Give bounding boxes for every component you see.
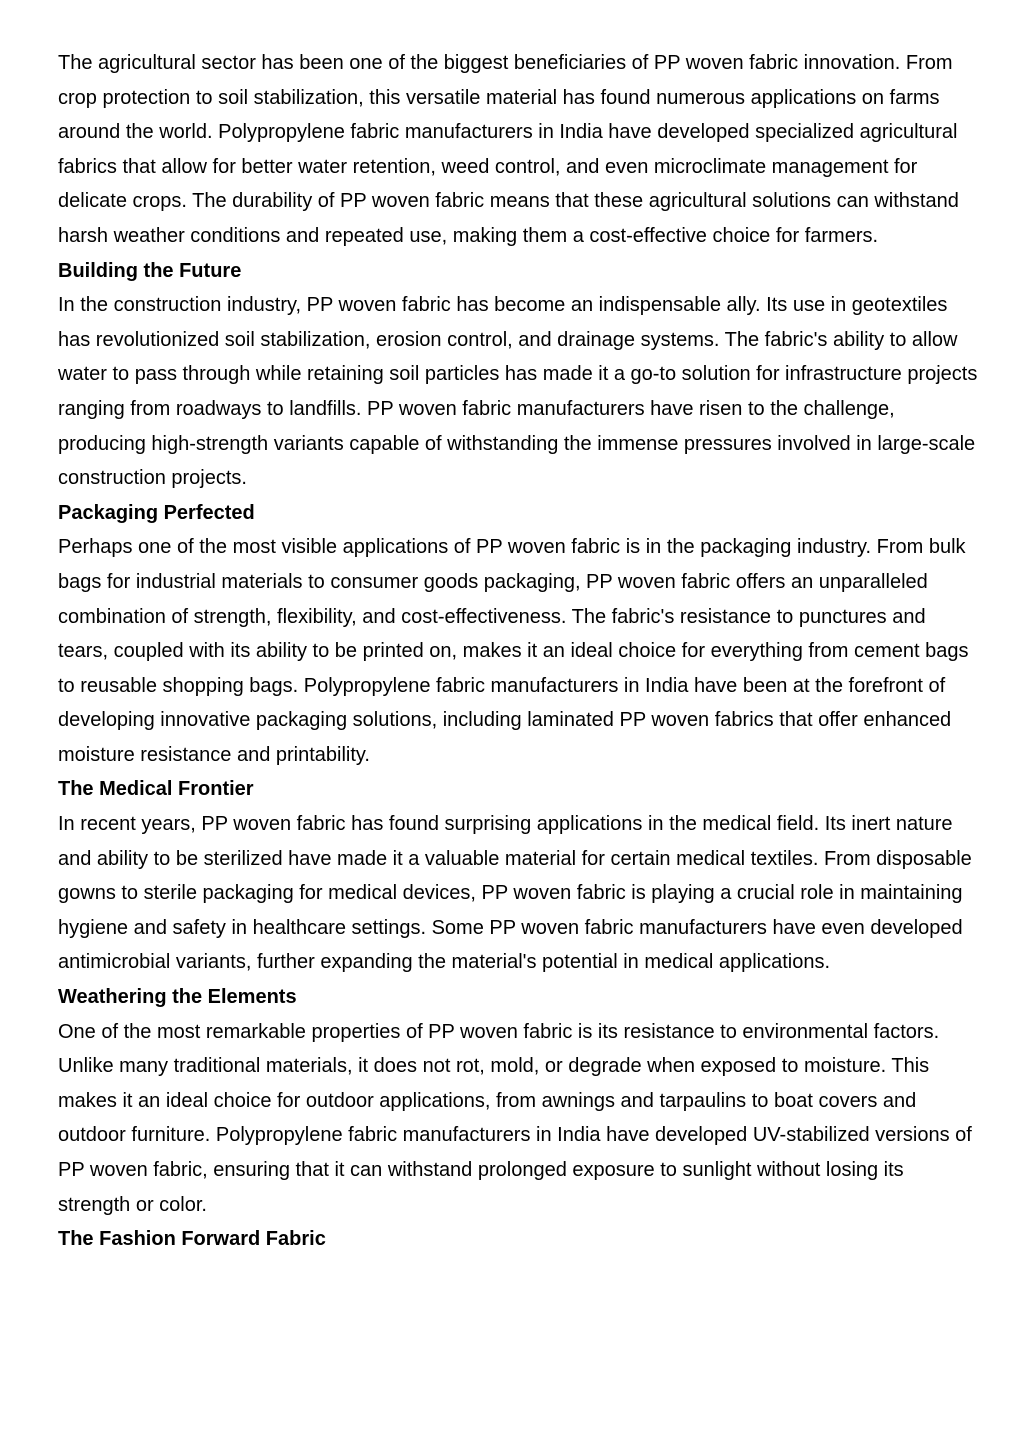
section-body-building: In the construction industry, PP woven fabric has become an indispensable ally. Its use in geotextiles has revolutionized soil stabilization, erosion control, and drainage systems. The fabric's ability to allow water to pass through while retaining soil particles has made it a go-to solution for infrastructure projects ranging from roadways to landfills. PP woven fabric manufacturers have risen to the challenge, producing high-strength variants capable of withstanding the immense pressures involved in large-scale construction projects. (58, 294, 978, 490)
section-heading-packaging: Packaging Perfected (58, 501, 255, 524)
section-body-packaging: Perhaps one of the most visible applications of PP woven fabric is in the packaging industry. From bulk bags for industrial materials to consumer goods packaging, PP woven fabric offers an unparalleled combination of strength, flexibility, and cost-effectiveness. The fabric's resistance to punctures and tears, coupled with its ability to be printed on, makes it an ideal choice for everything from cement bags to reusable shopping bags. Polypropylene fabric manufacturers in India have been at the forefront of developing innovative packaging solutions, including laminated PP woven fabrics that offer enhanced moisture resistance and printability. (58, 536, 969, 766)
document-page (58, 46, 978, 1257)
section-heading-medical: The Medical Frontier (58, 778, 254, 801)
section-body-medical: In recent years, PP woven fabric has found surprising applications in the medical field. Its inert nature and ability to be sterilized have made it a valuable material for certain medical textiles. From disposable gowns to sterile packaging for medical devices, PP woven fabric is playing a crucial role in maintaining hygiene and safety in healthcare settings. Some PP woven fabric manufacturers have even developed antimicrobial variants, further expanding the material's potential in medical applications. (58, 813, 972, 974)
section-heading-weathering: Weathering the Elements (58, 986, 297, 1009)
section-heading-fashion: The Fashion Forward Fabric (58, 1228, 326, 1251)
section-body-weathering: One of the most remarkable properties of PP woven fabric is its resistance to environmental factors. Unlike many traditional materials, it does not rot, mold, or degrade when exposed to moisture. This makes it an ideal choice for outdoor applications, from awnings and tarpaulins to boat covers and outdoor furniture. Polypropylene fabric manufacturers in India have developed UV-stabilized versions of PP woven fabric, ensuring that it can withstand prolonged exposure to sunlight without losing its strength or color. (58, 1020, 972, 1216)
section-heading-building: Building the Future (58, 259, 242, 282)
intro-paragraph: The agricultural sector has been one of the biggest beneficiaries of PP woven fabric innovation. From crop protection to soil stabilization, this versatile material has found numerous applications on farms around the world. Polypropylene fabric manufacturers in India have developed specialized agricultural fabrics that allow for better water retention, weed control, and even microclimate management for delicate crops. The durability of PP woven fabric means that these agricultural solutions can withstand harsh weather conditions and repeated use, making them a cost-effective choice for farmers. (58, 52, 959, 247)
